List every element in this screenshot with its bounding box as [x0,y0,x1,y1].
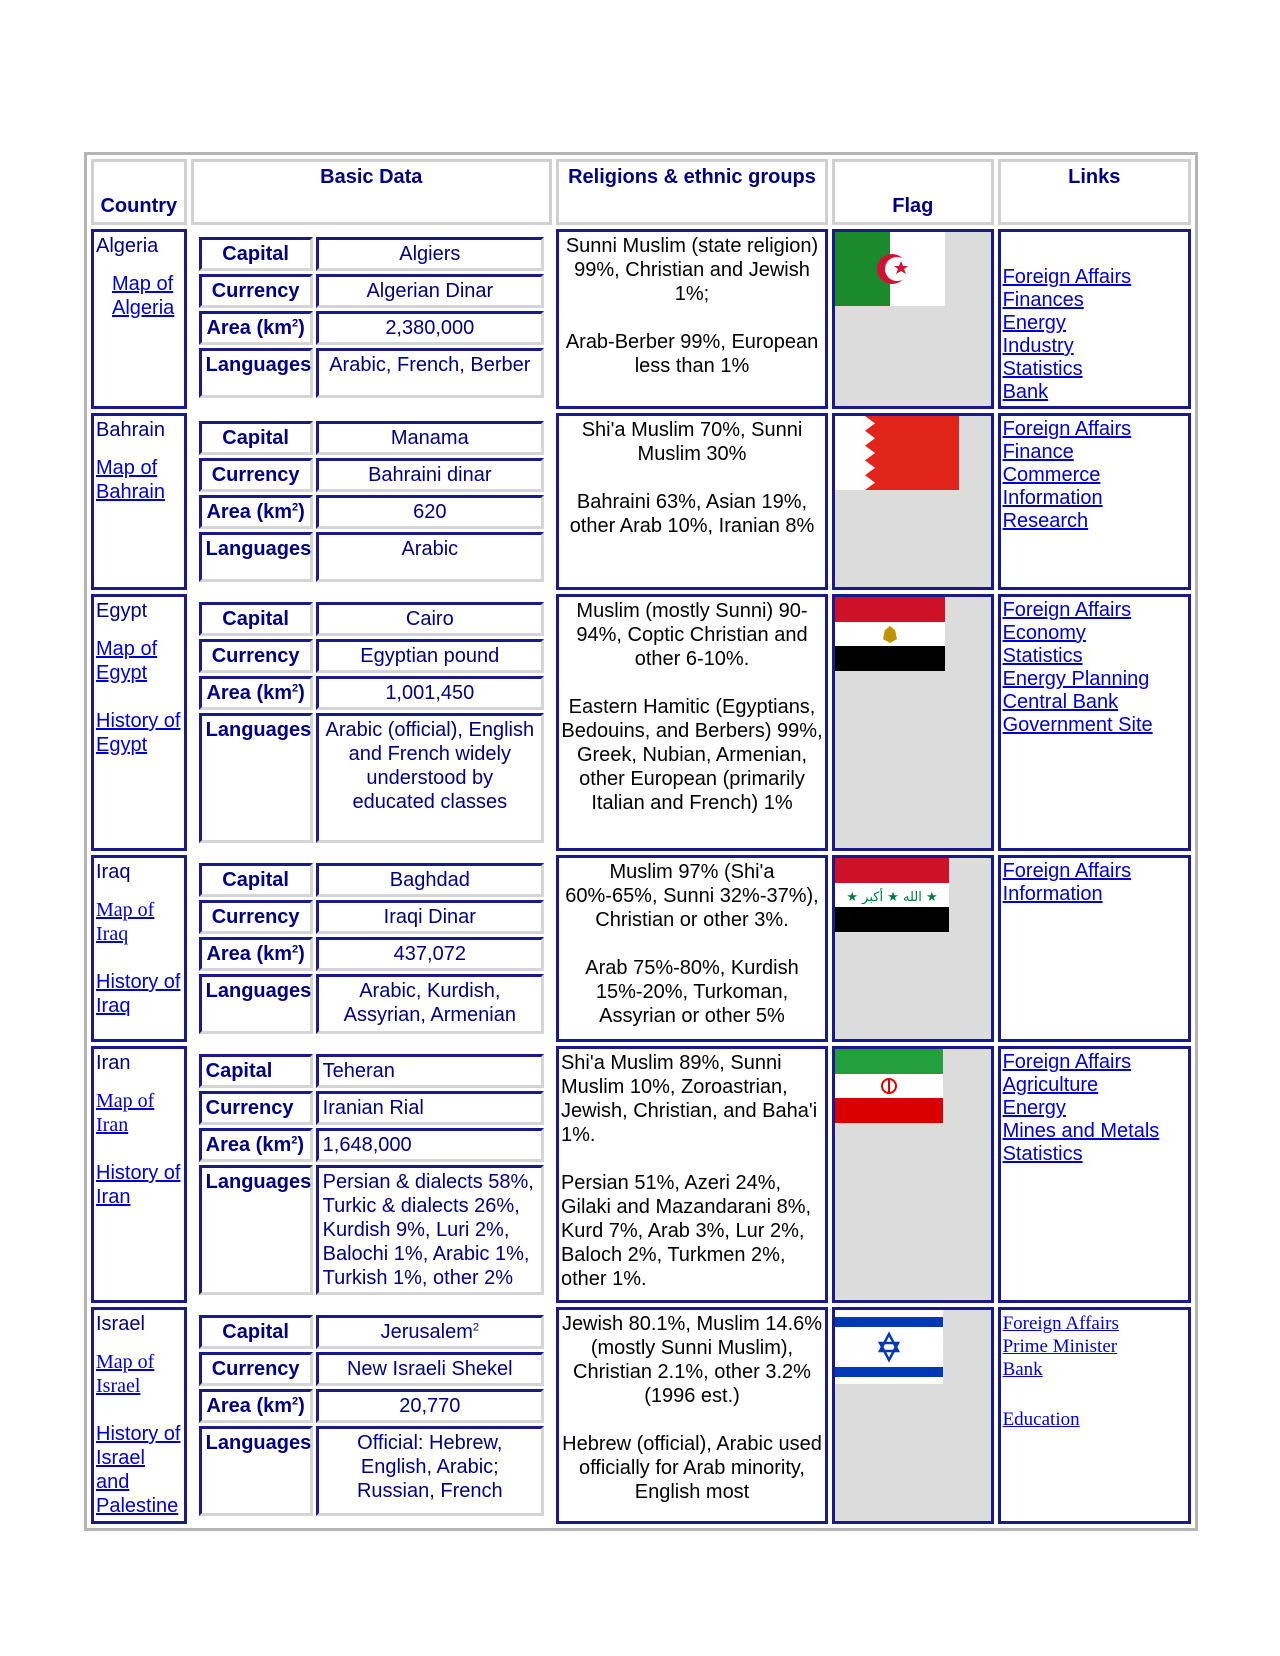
links-cell [998,594,1191,851]
iraq-flag-script: ★ الله ★ أكبر ★ [846,890,938,905]
link-commerce[interactable]: Commerce [1002,464,1101,486]
basic-data-table [196,860,547,1037]
capital-label: Capital [199,1315,313,1349]
country-cell [91,413,187,590]
basic-data-table [196,418,547,585]
religion-cell [556,1307,828,1524]
country-row-bahrain [91,413,1191,590]
history-link[interactable]: History of Israel and Palestine [96,1423,181,1517]
map-link[interactable]: Map of Algeria [112,273,175,319]
basic-data-cell [191,413,552,590]
ethnic-text: Persian 51%, Azeri 24%, Gilaki and Mazandarani 8%, Kurd 7%, Arab 3%, Lur 2%, Baloch 2%, Turkmen 2%, other 1%. [560,1172,812,1290]
link-industry[interactable]: Industry [1002,335,1074,357]
country-cell [91,594,187,851]
flag-cell [832,1046,994,1303]
basic-data-cell [191,229,552,409]
capital-value: Algiers [316,237,544,271]
link-foreign-affairs[interactable]: Foreign Affairs [1002,860,1132,882]
link-bank[interactable]: Bank [1002,1359,1043,1380]
country-row-egypt [91,594,1191,851]
link-foreign-affairs[interactable]: Foreign Affairs [1002,599,1132,621]
country-name: Iraq [96,861,131,883]
link-energy-planning[interactable]: Energy Planning [1002,668,1150,690]
area-label: Area $(km^2)$ [199,937,313,971]
religion-text: Muslim (mostly Sunni) 90-94%, Coptic Christian and other 6-10%. [576,600,808,670]
religion-text: Sunni Muslim (state religion) 99%, Christian and Jewish 1%; [565,235,819,305]
countries-table [84,152,1198,1531]
currency-value: Iraqi Dinar [316,900,544,934]
area-label: Area $(km^2)$ [199,1128,313,1162]
flag-cell [832,855,994,1042]
currency-label: Currency [199,1352,313,1386]
capital-label: Capital [199,1054,313,1088]
egypt-flag-icon [835,597,945,671]
ethnic-text: Hebrew (official), Arabic used officially for Arab minority, English most [562,1433,822,1503]
languages-value: Arabic, Kurdish, Assyrian, Armenian [316,974,544,1034]
ethnic-text: Arab-Berber 99%, European less than 1% [565,331,819,377]
header-links: Links [998,159,1191,225]
country-cell [91,229,187,409]
area-label: Area $(km^2)$ [199,1389,313,1423]
area-label: Area $(km^2)$ [199,676,313,710]
link-energy[interactable]: Energy [1002,1097,1066,1119]
link-research[interactable]: Research [1002,510,1089,532]
religion-cell [556,1046,828,1303]
country-row-iraq [91,855,1191,1042]
currency-value: Iranian Rial [316,1091,544,1125]
area-label: Area $(km^2)$ [199,311,313,345]
history-link[interactable]: History of Iraq [96,971,181,1017]
basic-data-table [196,1051,547,1298]
capital-label: Capital [199,421,313,455]
religion-text: Muslim 97% (Shi'a 60%-65%, Sunni 32%-37%), Christian or other 3%. [565,861,819,931]
religion-cell [556,855,828,1042]
capital-label: Capital [199,602,313,636]
map-link[interactable]: Map of Iraq [96,899,155,945]
basic-data-table [196,1312,547,1519]
languages-label: Languages [199,974,313,1034]
map-link[interactable]: Map of Israel [96,1351,155,1397]
currency-value: Algerian Dinar [316,274,544,308]
link-energy[interactable]: Energy [1002,312,1066,334]
capital-label: Capital [199,237,313,271]
country-cell [91,855,187,1042]
basic-data-table [196,599,547,846]
page [84,152,1198,1531]
basic-data-table [196,234,547,401]
currency-label: Currency [199,1091,313,1125]
languages-value: Arabic, French, Berber [316,348,544,398]
basic-data-cell [191,594,552,851]
country-name: Egypt [96,600,148,622]
link-government-site[interactable]: Government Site [1002,714,1153,736]
country-cell [91,1307,187,1524]
link-statistics[interactable]: Statistics [1002,1143,1083,1165]
country-row-israel [91,1307,1191,1524]
link-statistics[interactable]: Statistics [1002,645,1083,667]
links-cell [998,1046,1191,1303]
map-link[interactable]: Map of Iran [96,1090,155,1136]
country-row-algeria [91,229,1191,409]
capital-label: Capital [199,863,313,897]
link-information[interactable]: Information [1002,487,1103,509]
languages-value: Persian & dialects 58%, Turkic & dialects 26%, Kurdish 9%, Luri 2%, Balochi 1%, Arabic 1%, Turkish 1%, other 2% [316,1165,544,1295]
capital-value: Jerusalem$^2$ [316,1315,544,1349]
capital-value: Manama [316,421,544,455]
ethnic-text: Bahraini 63%, Asian 19%, other Arab 10%, Iranian 8% [569,491,815,537]
area-label: Area $(km^2)$ [199,495,313,529]
bahrain-flag-icon [835,416,959,490]
link-economy[interactable]: Economy [1002,622,1086,644]
iraq-flag-icon [835,858,949,932]
capital-value: Teheran [316,1054,544,1088]
languages-label: Languages [199,1165,313,1295]
religion-text: Shi'a Muslim 89%, Sunni Muslim 10%, Zoroastrian, Jewish, Christian, and Baha'i 1%. [560,1052,818,1146]
country-name: Iran [96,1052,131,1074]
flag-cell [832,413,994,590]
area-value: 20,770 [316,1389,544,1423]
area-value: 437,072 [316,937,544,971]
history-link[interactable]: History of Iran [96,1162,181,1208]
link-finance[interactable]: Finance [1002,441,1074,463]
history-link[interactable]: History of Egypt [96,710,181,756]
link-statistics[interactable]: Statistics [1002,358,1083,380]
languages-value: Arabic [316,532,544,582]
country-name: Israel [96,1313,145,1335]
capital-value: Baghdad [316,863,544,897]
link-foreign-affairs[interactable]: Foreign Affairs [1002,266,1132,288]
link-foreign-affairs[interactable]: Foreign Affairs [1002,418,1132,440]
link-prime-minister[interactable]: Prime Minister [1002,1336,1118,1357]
area-value: 1,001,450 [316,676,544,710]
languages-value: Arabic (official), English and French widely understood by educated classes [316,713,544,843]
flag-cell [832,594,994,851]
header-basic-data: Basic Data [191,159,552,225]
algeria-flag-icon [835,232,945,306]
link-foreign-affairs[interactable]: Foreign Affairs [1002,1051,1132,1073]
currency-value: New Israeli Shekel [316,1352,544,1386]
link-bank[interactable]: Bank [1002,381,1049,403]
link-information[interactable]: Information [1002,883,1103,905]
languages-label: Languages [199,532,313,582]
area-value: 1,648,000 [316,1128,544,1162]
religion-cell [556,594,828,851]
basic-data-cell [191,855,552,1042]
languages-label: Languages [199,1426,313,1516]
map-link[interactable]: Map of Bahrain [96,457,165,503]
link-agriculture[interactable]: Agriculture [1002,1074,1099,1096]
religion-cell [556,413,828,590]
flag-cell [832,1307,994,1524]
ethnic-text: Eastern Hamitic (Egyptians, Bedouins, and Berbers) 99%, Greek, Nubian, Armenian, other European (primarily Italian and French) 1% [561,696,823,814]
israel-flag-icon [835,1310,943,1384]
country-row-iran [91,1046,1191,1303]
map-link[interactable]: Map of Egypt [96,638,158,684]
currency-label: Currency [199,274,313,308]
currency-value: Egyptian pound [316,639,544,673]
ethnic-text: Arab 75%-80%, Kurdish 15%-20%, Turkoman, Assyrian or other 5% [585,957,799,1027]
country-name: Bahrain [96,419,165,441]
flag-cell [832,229,994,409]
header-flag: Flag [832,159,994,225]
basic-data-cell [191,1046,552,1303]
religion-cell [556,229,828,409]
currency-label: Currency [199,900,313,934]
links-cell [998,413,1191,590]
links-cell [998,1307,1191,1524]
languages-label: Languages [199,348,313,398]
languages-value: Official: Hebrew, English, Arabic; Russian, French [316,1426,544,1516]
country-cell [91,1046,187,1303]
country-name: Algeria [96,235,159,257]
iran-flag-icon [835,1049,943,1123]
links-cell [998,229,1191,409]
link-mines-and-metals[interactable]: Mines and Metals [1002,1120,1160,1142]
religion-text: Jewish 80.1%, Muslim 14.6% (mostly Sunni Muslim), Christian 2.1%, other 3.2% (1996 est.) [561,1313,823,1407]
link-education[interactable]: Education [1002,1409,1080,1430]
currency-label: Currency [199,639,313,673]
header-country: Country [91,159,187,225]
religion-text: Shi'a Muslim 70%, Sunni Muslim 30% [581,419,803,465]
capital-value: Cairo [316,602,544,636]
currency-value: Bahraini dinar [316,458,544,492]
links-cell [998,855,1191,1042]
header-religions: Religions & ethnic groups [556,159,828,225]
area-value: 2,380,000 [316,311,544,345]
basic-data-cell [191,1307,552,1524]
link-central-bank[interactable]: Central Bank [1002,691,1119,713]
area-value: 620 [316,495,544,529]
link-foreign-affairs[interactable]: Foreign Affairs [1002,1313,1119,1334]
header-row [91,159,1191,225]
link-finances[interactable]: Finances [1002,289,1084,311]
currency-label: Currency [199,458,313,492]
languages-label: Languages [199,713,313,843]
